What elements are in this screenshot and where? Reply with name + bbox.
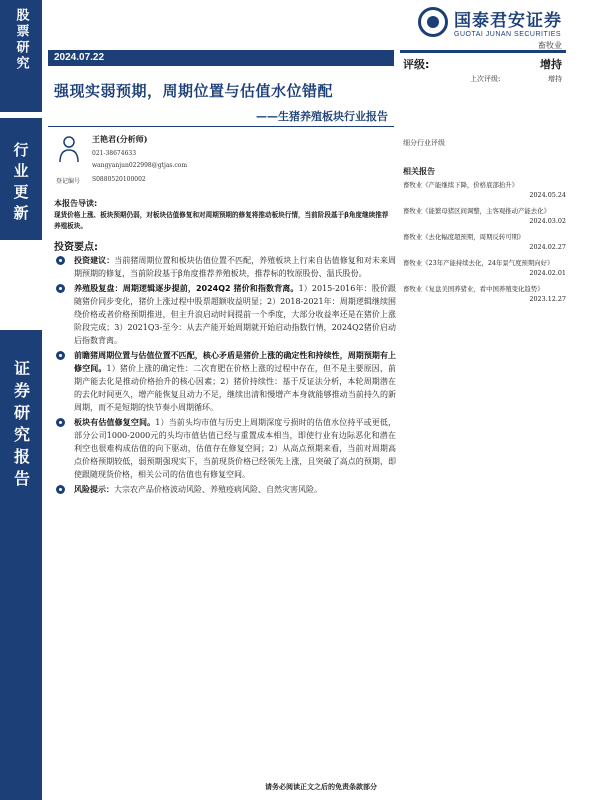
industry-tag: 畜牧业 [538,41,562,50]
investment-points-title: 投资要点: [54,242,98,253]
analyst-person-icon [58,134,80,164]
investment-point [56,282,396,347]
related-reports-list [403,180,566,310]
rating-divider [400,50,566,53]
left-sidebar [0,0,42,800]
report-date: 2024.07.22 [48,50,394,66]
title-divider [48,126,394,127]
related-report-item[interactable] [403,206,566,226]
bullet-icon [56,485,65,494]
sector-rating-label: 细分行业评级 [403,139,445,147]
sidebar-label-top: 股票研究 [13,8,29,72]
analyst-phone: 021-38674633 [92,150,137,157]
previous-rating-label: 上次评级: [470,75,501,83]
report-name: 畜牧业《产能继续下降，价格底部抬升》 [403,181,519,189]
analyst-name: 王艳君(分析师) [92,134,148,144]
sidebar-block-research-report [0,330,42,800]
related-report-item[interactable] [403,180,566,200]
registration-label: 登记编号 [56,178,81,185]
company-logo [418,6,562,38]
guide-body: 现货价格上涨、板块预期仍弱，对板块估值修复和对周期预期的修复将推动板块行情，当前阶段基于β角度继续推荐养殖板块。 [54,211,389,230]
point-text: 1）2015-2016年：股价跟随猪价同步变化，猪价上涨过程中股票超额收益明显；2）2018-2021年：周期逻辑继续围绕价格或者价格预期推进，但主升浪启动时间提前一个季度，大部分收益率还是在猪价上涨阶段完成；3）2021Q3-至今：从去产能开始周期就开始启动指数行情，2024Q2猪价启动后指数背离。 [74,284,396,345]
investment-points-list [56,254,396,498]
report-item-date: 2024.03.02 [529,217,566,225]
analyst-email[interactable]: wangyanjun022998@gtjas.com [92,162,188,169]
related-report-item[interactable] [403,232,566,252]
report-name: 畜牧业《23年产能持续去化，24年景气度预期向好》 [403,259,554,267]
related-report-item[interactable] [403,258,566,278]
report-item-date: 2024.02.01 [529,269,566,277]
point-lead: 养殖股复盘：周期逻辑逐步提前，2024Q2 猪价和指数背离。 [74,284,299,293]
related-reports-title: 相关报告 [403,166,435,176]
sidebar-label-bottom: 证券研究报告 [11,360,31,492]
sidebar-block-industry-update [0,118,42,240]
bullet-icon [56,351,65,360]
logo-emblem-icon [418,7,448,37]
related-report-item[interactable] [403,284,566,304]
point-text: 1）猪价上涨的确定性：二次育肥在价格上涨的过程中存在，但不是主要原因，前期产能去化是推动价格抬升的核心因素；2）猪价持续性：基于反证法分析，本轮周期潜在的去化时间更久，增产能恢复且动力不足，继续出清和慢增产本身就能够推动当前持久的新周期，而不是短期的快节奏小周期循环。 [74,364,397,412]
rating-value: 增持 [540,58,562,71]
report-item-date: 2024.02.27 [529,243,566,251]
investment-point [56,254,396,280]
registration-number: S0880520100002 [92,176,146,183]
investment-point [56,349,396,414]
investment-point [56,483,396,496]
brand-name-en: GUOTAI JUNAN SECURITIES [454,31,562,38]
brand-name-cn: 国泰君安证券 [454,11,562,31]
report-name: 畜牧业《去化幅度超预期，周期反转可期》 [403,233,525,241]
report-item-date: 2024.05.24 [529,191,566,199]
bullet-icon [56,256,65,265]
disclaimer-footer: 请务必阅读正文之后的免责条款部分 [265,782,377,791]
point-text: 大宗农产品价格波动风险、养殖疫病风险、自然灾害风险。 [114,485,322,494]
point-lead: 投资建议： [74,256,115,265]
report-subtitle: ——生猪养殖板块行业报告 [256,110,388,123]
previous-rating-value: 增持 [548,75,562,83]
point-lead: 风险提示： [74,485,114,494]
point-lead: 板块有估值修复空间。 [74,418,156,427]
report-name: 畜牧业《能繁母猪区间调整，主客观推动产能去化》 [403,207,550,215]
bullet-icon [56,418,65,427]
point-lead: 前瞻猪周期位置与估值位置不匹配，核心矛盾是猪价上涨的确定性和持续性，周期预期有上修空间。 [74,351,396,373]
report-title: 强现实弱预期，周期位置与估值水位错配 [54,82,334,100]
point-text: 1）当前头均市值与历史上周期深度亏损时的估值水位持平或更低，部分公司1000-2000元的头均市值估值已经与重置成本相当，即使行业有边际恶化和潜在利空也很难构成估值的向下驱动，估值存在修复空间；2）从高点预期来看，当前对周期高点价格预期较低，弱预期强现实下，当前现货价格已经领先上涨，且突破了高点的预期，即使跟随现货价格，相关公司的估值也有修复空间。 [74,418,397,479]
point-text: 当前猪周期位置和板块估值位置不匹配，养殖板块上行来自估值修复和对未来周期预期的修复，当前阶段基于β角度推荐养殖板块，推荐标的牧原股份、温氏股份。 [74,256,397,278]
sidebar-label-middle: 行业更新 [11,142,30,226]
report-name: 畜牧业《复盘美国养猪业，看中国养殖变化趋势》 [403,285,544,293]
sidebar-block-stock-research [0,0,42,112]
guide-title: 本报告导读: [54,199,98,208]
bullet-icon [56,284,65,293]
logo-text [454,6,562,38]
investment-point [56,416,396,481]
report-item-date: 2023.12.27 [529,295,566,303]
rating-label: 评级: [403,58,430,71]
